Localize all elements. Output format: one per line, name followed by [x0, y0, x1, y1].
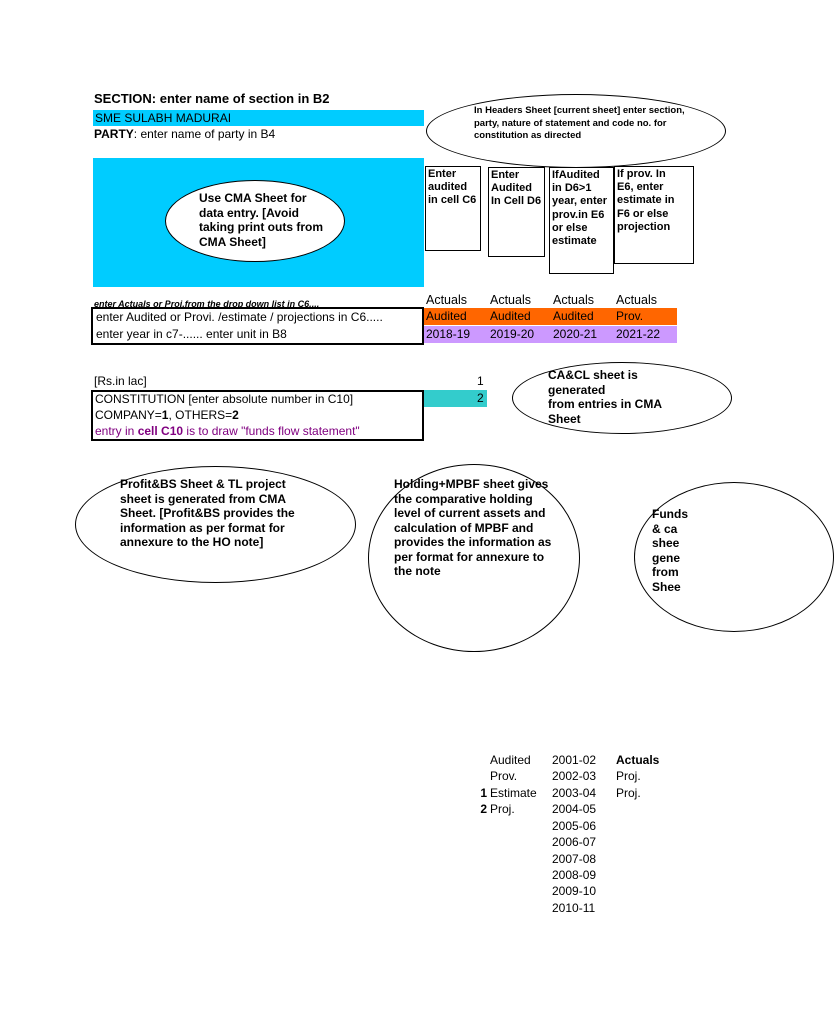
status-list-item: Audited — [490, 753, 531, 767]
section-instruction: enter name of section in B2 — [156, 91, 330, 106]
holding-mpbf-note-text: Holding+MPBF sheet gives the comparative holding level of current assets and calculation of MPBF and provides the information as per format for annexure to the note — [394, 477, 552, 578]
constitution-codes — [95, 407, 239, 423]
column-heading: Actuals — [490, 293, 531, 307]
column-heading: Actuals — [426, 293, 467, 307]
funds-flow-note-text: Funds & ca shee gene from Shee — [652, 507, 688, 594]
headers-sheet-note-text: In Headers Sheet [current sheet] enter section, party, nature of statement and code no. for constitution as directed — [474, 105, 685, 141]
cma-sheet-note-text: Use CMA Sheet for data entry. [Avoid taking print outs from CMA Sheet] — [199, 191, 323, 249]
status-cell-e6[interactable]: Audited — [553, 309, 594, 323]
constitution-value: 2 — [477, 391, 484, 405]
constitution-note-post: is to draw "funds flow statement" — [183, 424, 360, 438]
column-heading: Actuals — [616, 293, 657, 307]
instruction-box-d6-text: Enter Audited In Cell D6 — [491, 169, 542, 208]
type-list-item: Proj. — [616, 786, 641, 800]
year-cell-d7[interactable]: 2019-20 — [490, 327, 535, 341]
year-cell-f7[interactable]: 2021-22 — [616, 327, 661, 341]
constitution-note-cell: cell C10 — [137, 424, 184, 438]
year-list-item: 2001-02 — [552, 753, 597, 767]
year-list-item: 2007-08 — [552, 852, 597, 866]
year-list-item: 2005-06 — [552, 819, 597, 833]
type-list-item: Proj. — [616, 769, 641, 783]
year-cell-c7[interactable]: 2018-19 — [426, 327, 471, 341]
cacl-sheet-note-text: CA&CL sheet is generated from entries in CMA Sheet — [548, 368, 662, 426]
constitution-note — [95, 423, 360, 439]
instruction-box-e6-text: IfAudited in D6>1 year, enter prov.in E6 or else estimate — [552, 169, 608, 248]
status-list-number: 1 — [480, 786, 487, 800]
company-label: COMPANY= — [95, 408, 162, 422]
party-row — [94, 126, 275, 142]
status-list-item: Prov. — [490, 769, 518, 783]
constitution-note-pre: entry in — [95, 424, 138, 438]
section-label: SECTION: — [94, 91, 157, 106]
year-list-item: 2009-10 — [552, 884, 597, 898]
others-label: , OTHERS= — [168, 408, 233, 422]
others-code: 2 — [232, 408, 239, 422]
year-list-item: 2003-04 — [552, 786, 597, 800]
status-list-item: Proj. — [490, 802, 515, 816]
section-label-row — [94, 91, 330, 107]
units-label: [Rs.in lac] — [94, 374, 147, 388]
party-instruction: : enter name of party in B4 — [133, 127, 276, 141]
year-list-item: 2010-11 — [552, 901, 596, 915]
instruction-box-f6-text: If prov. In E6, enter estimate in F6 or else projection — [617, 168, 675, 233]
entry-row-status: enter Audited or Provi. /estimate / projections in C6..... — [96, 310, 383, 324]
year-list-item: 2004-05 — [552, 802, 597, 816]
units-value[interactable]: 1 — [477, 374, 484, 388]
year-list-item: 2002-03 — [552, 769, 597, 783]
profit-bs-note-text: Profit&BS Sheet & TL project sheet is generated from CMA Sheet. [Profit&BS provides the information as per format for annexure to the HO note] — [120, 477, 295, 549]
type-list-item: Actuals — [616, 753, 660, 767]
column-heading: Actuals — [553, 293, 594, 307]
year-cell-e7[interactable]: 2020-21 — [553, 327, 598, 341]
entry-row-year: enter year in c7-...... enter unit in B8 — [96, 327, 287, 341]
section-value: SME SULABH MADURAI — [95, 111, 232, 125]
company-code: 1 — [161, 408, 169, 422]
drop-down-note: enter Actuals or Proj.from the drop down list in C6.... — [94, 299, 320, 309]
status-cell-d6[interactable]: Audited — [490, 309, 531, 323]
status-list-item: Estimate — [490, 786, 537, 800]
status-cell-c6[interactable]: Audited — [426, 309, 467, 323]
constitution-value-cell[interactable] — [424, 390, 487, 407]
party-label: PARTY — [94, 127, 134, 141]
instruction-box-c6-text: Enter audited in cell C6 — [428, 168, 477, 207]
year-list-item: 2006-07 — [552, 835, 597, 849]
status-cell-f6[interactable]: Prov. — [616, 309, 644, 323]
status-list-number: 2 — [480, 802, 487, 816]
year-list-item: 2008-09 — [552, 868, 597, 882]
constitution-instruction: CONSTITUTION [enter absolute number in C10] — [95, 392, 354, 406]
section-value-cell[interactable] — [93, 110, 424, 126]
